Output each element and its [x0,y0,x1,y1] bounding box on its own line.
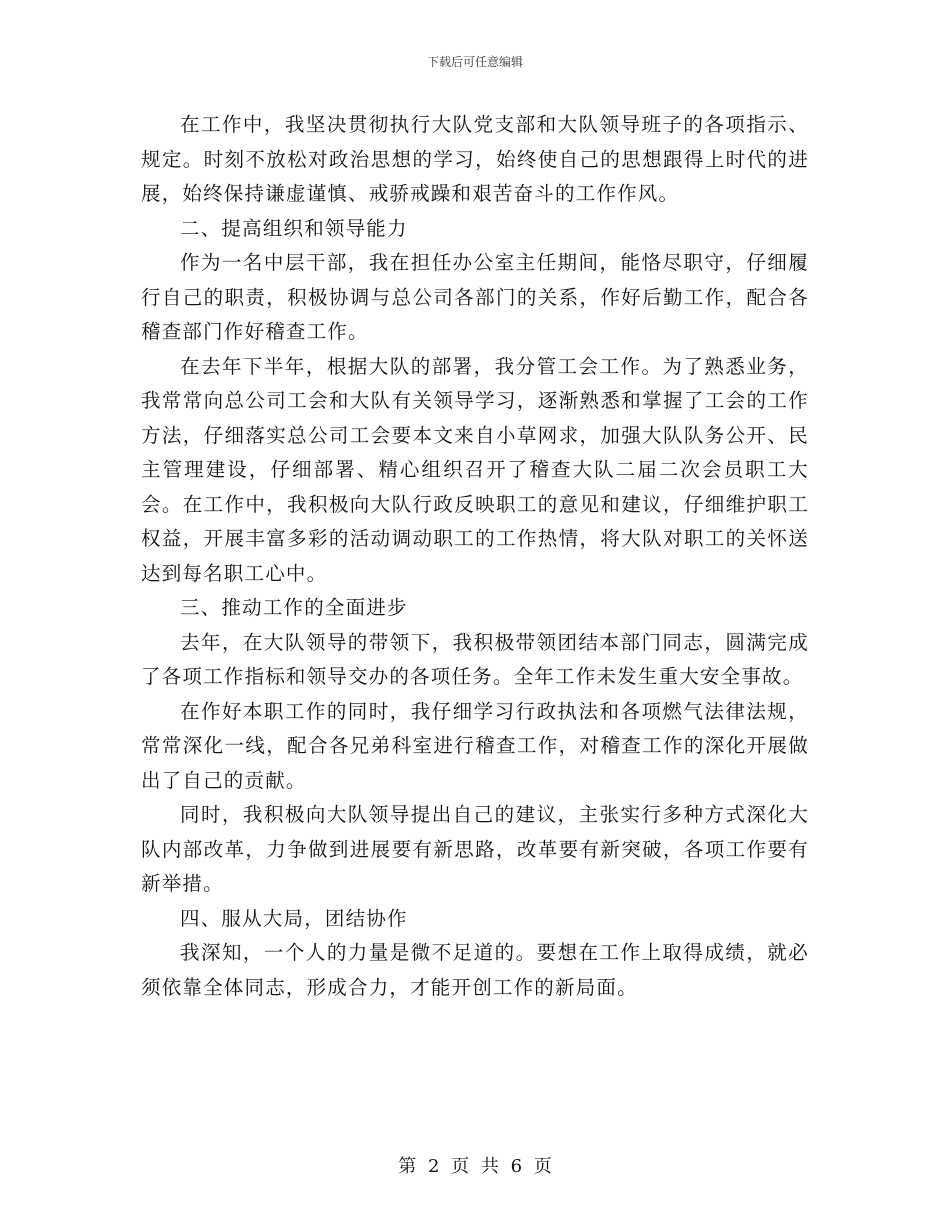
section-heading: 二、提高组织和领导能力 [180,216,408,240]
page-number-footer: 第 2 页 共 6 页 [398,1156,552,1177]
document-body [141,108,809,1005]
paragraph: 在作好本职工作的同时，我仔细学习行政执法和各项燃气法律法规，常常深化一线，配合各兄弟科室进行稽查工作，对稽查工作的深化开展做出了自己的贡献。 [141,699,809,792]
page-header-note: 下载后可任意编辑 [426,55,523,69]
paragraph: 去年，在大队领导的带领下，我积极带领团结本部门同志，圆满完成了各项工作指标和领导交办的各项任务。全年工作未发生重大安全事故。 [141,630,809,688]
paragraph: 我深知，一个人的力量是微不足道的。要想在工作上取得成绩，就必须依靠全体同志，形成合力，才能开创工作的新局面。 [141,941,809,999]
section-heading: 三、推动工作的全面进步 [180,596,408,619]
paragraph: 在工作中，我坚决贯彻执行大队党支部和大队领导班子的各项指示、规定。时刻不放松对政治思想的学习，始终使自己的思想跟得上时代的进展，始终保持谦虚谨慎、戒骄戒躁和艰苦奋斗的工作作风。 [141,113,809,205]
paragraph: 作为一名中层干部，我在担任办公室主任期间，能恪尽职守，仔细履行自己的职责，积极协调与总公司各部门的关系，作好后勤工作，配合各稽查部门作好稽查工作。 [141,251,809,343]
section-heading: 四、服从大局，团结协作 [180,906,408,930]
paragraph: 在去年下半年，根据大队的部署，我分管工会工作。为了熟悉业务，我常常向总公司工会和大队有关领导学习，逐渐熟悉和掌握了工会的工作方法，仔细落实总公司工会要本文来自小草网求，加强大队队务公开、民主管理建设，仔细部署、精心组织召开了稽查大队二届二次会员职工大会。在工作中，我积极向大队行政反映职工的意见和建议，仔细维护职工权益，开展丰富多彩的活动调动职工的工作热情，将大队对职工的关怀送达到每名职工心中。 [141,354,809,585]
paragraph: 同时，我积极向大队领导提出自己的建议，主张实行多种方式深化大队内部改革，力争做到进展要有新思路，改革要有新突破，各项工作要有新举措。 [141,803,809,895]
